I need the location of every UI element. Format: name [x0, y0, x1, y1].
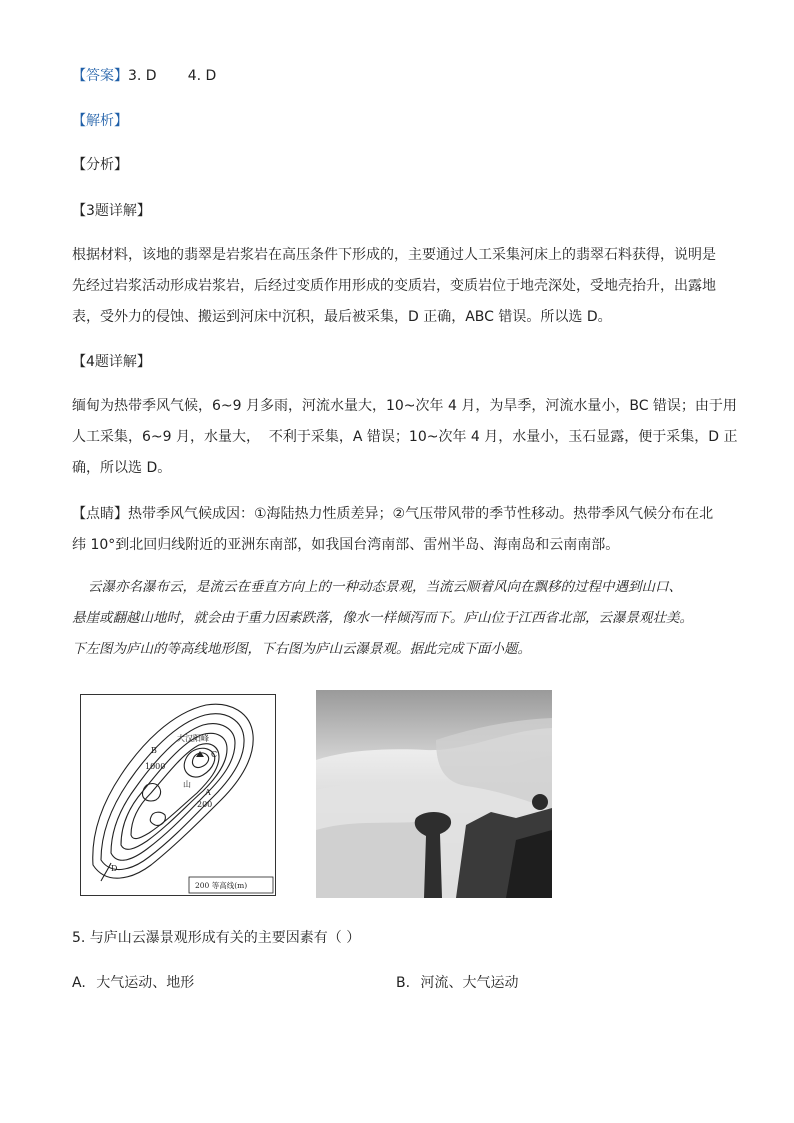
map-label-b: B: [151, 746, 157, 755]
q3-body: [72, 240, 732, 333]
q4-line-1: 缅甸为热带季风气候，6~9 月多雨，河流水量大，10~次年 4 月，为旱季，河流水量小，BC 错误；由于用: [72, 398, 737, 414]
q5-option-b[interactable]: [396, 972, 519, 992]
q5-option-a-text: 大气运动、地形: [96, 975, 195, 991]
map-label-mountain: 山: [183, 780, 191, 789]
answer-tag: 【答案】: [72, 68, 128, 84]
map-label-peak: 大汉阳峰: [177, 734, 209, 743]
q3-line-2: 先经过岩浆活动形成岩浆岩，后经过变质作用形成的变质岩，变质岩位于地壳深处，受地壳抬升，出露地: [72, 278, 716, 294]
q5-stem: 5. 与庐山云瀑景观形成有关的主要因素有（ ）: [72, 930, 361, 946]
tip-line-1-text: 热带季风气候成因：①海陆热力性质差异；②气压带风带的季节性移动。热带季风气候分布在北: [128, 506, 714, 522]
q4-line-3: 确，所以选 D。: [72, 460, 172, 476]
q5-option-a-label: A.: [72, 975, 86, 991]
cloud-waterfall-photo: [316, 690, 552, 898]
map-label-200: 200: [197, 800, 213, 809]
answer-text: 3. D 4. D: [128, 68, 217, 84]
q4-body: [72, 391, 738, 484]
q5-option-b-text: 河流、大气运动: [420, 975, 519, 991]
material-body: [72, 572, 748, 665]
map-label-c: C: [211, 750, 218, 759]
map-label-1000: 1000: [145, 762, 166, 771]
contour-map-figure: [80, 694, 276, 896]
contour-line: [150, 812, 165, 825]
q4-tag: 【4题详解】: [72, 354, 151, 370]
q4-line-2: 人工采集，6~9 月，水量大， 不利于采集，A 错误；10~次年 4 月，水量小，玉石显露，便于采集，D 正: [72, 429, 738, 445]
q3-line-3: 表，受外力的侵蚀、搬运到河床中沉积，最后被采集，D 正确，ABC 错误。所以选 D。: [72, 309, 612, 325]
fenxi-tag: 【分析】: [72, 157, 128, 173]
map-legend: 200 等高线(m): [195, 881, 248, 890]
map-label-a: A: [205, 788, 211, 797]
answer-line: [72, 66, 216, 86]
material-line-2: 悬崖或翻越山地时，就会由于重力因素跌落，像水一样倾泻而下。庐山位于江西省北部，云瀑景观壮美。: [72, 610, 693, 626]
q3-tag: 【3题详解】: [72, 203, 151, 219]
contour-line: [93, 704, 253, 878]
tip-line-1: [72, 499, 732, 530]
tip-tag: 【点睛】: [72, 506, 128, 522]
q3-line-1: 根据材料，该地的翡翠是岩浆岩在高压条件下形成的，主要通过人工采集河床上的翡翠石料获得，说明是: [72, 247, 716, 263]
material-line-1: 云瀑亦名瀑布云，是流云在垂直方向上的一种动态景观，当流云顺着风向在飘移的过程中遇到山口、: [88, 579, 682, 595]
cloud-photo-drawing: [316, 690, 552, 898]
material-line-3: 下左图为庐山的等高线地形图，下右图为庐山云瀑景观。据此完成下面小题。: [72, 641, 531, 657]
q5-option-b-label: B.: [396, 975, 411, 991]
contour-map: [81, 695, 275, 895]
tip-line-2: 纬 10°到北回归线附近的亚洲东南部，如我国台湾南部、雷州半岛、海南岛和云南南部。: [72, 537, 620, 553]
contour-line: [111, 724, 235, 861]
analysis-tag: 【解析】: [72, 113, 128, 129]
map-label-d: D: [111, 864, 118, 873]
tip-body: [72, 499, 732, 561]
q5-option-a[interactable]: [72, 972, 194, 992]
